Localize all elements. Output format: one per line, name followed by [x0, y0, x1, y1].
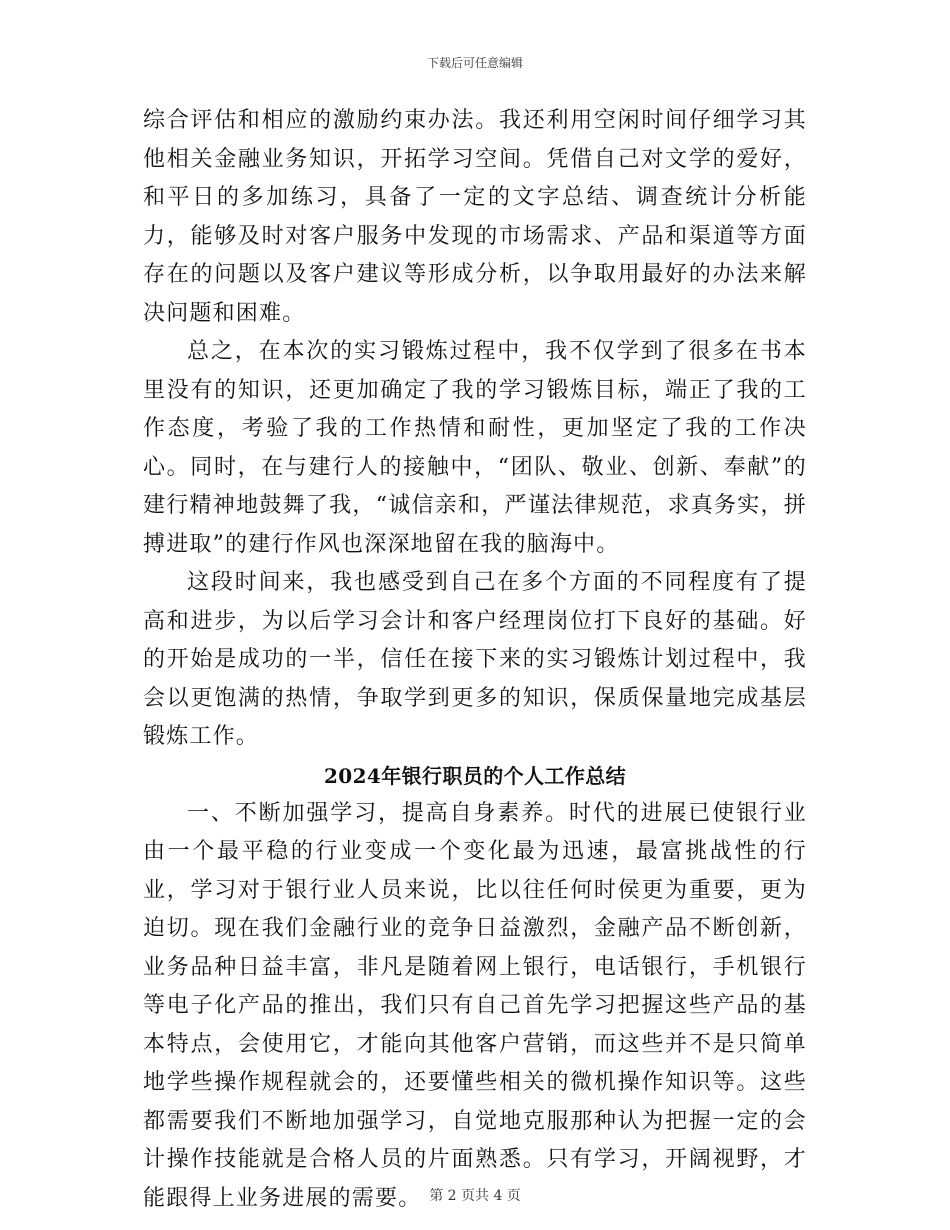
- paragraph-continued: 综合评估和相应的激励约束办法。我还利用空闲时间仔细学习其他相关金融业务知识，开拓学习空间。凭借自己对文学的爱好，和平日的多加练习，具备了一定的文字总结、调查统计分析能力，能够及时对客户服务中发现的市场需求、产品和渠道等方面存在的问题以及客户建议等形成分析，以争取用最好的办法来解决问题和困难。: [143, 108, 807, 326]
- paragraph-summary: 总之，在本次的实习锻炼过程中，我不仅学到了很多在书本里没有的知识，还更加确定了我的学习锻炼目标，端正了我的工作态度，考验了我的工作热情和耐性，更加坚定了我的工作决心。同时，在与建行人的接触中，“团队、敬业、创新、奉献”的建行精神地鼓舞了我，“诚信亲和，严谨法律规范，求真务实，拼搏进取”的建行作风也深深地留在我的脑海中。: [143, 339, 807, 557]
- paragraph-learning: 一、不断加强学习，提高自身素养。时代的进展已使银行业由一个最平稳的行业变成一个变化最为迅速，最富挑战性的行业，学习对于银行业人员来说，比以往任何时侯更为重要，更为迫切。现在我们金融行业的竞争日益激烈，金融产品不断创新，业务品种日益丰富，非凡是随着网上银行，电话银行，手机银行等电子化产品的推出，我们只有自己首先学习把握这些产品的基本特点，会使用它，才能向其他客户营销，而这些并不是只简单地学些操作规程就会的，还要懂些相关的微机操作知识等。这些都需要我们不断地加强学习，自觉地克服那种认为把握一定的会计操作技能就是合格人员的片面熟悉。只有学习，开阔视野，才能跟得上业务进展的需要。: [143, 800, 807, 1211]
- page-footer: 第 2 页共 4 页: [429, 1188, 521, 1204]
- section-title: 2024年银行职员的个人工作总结: [323, 763, 627, 788]
- document-body: [143, 102, 807, 1218]
- paragraph-progress: 这段时间来，我也感受到自己在多个方面的不同程度有了提高和进步，为以后学习会计和客户经理岗位打下良好的基础。好的开始是成功的一半，信任在接下来的实习锻炼计划过程中，我会以更饱满的热情，争取学到更多的知识，保质保量地完成基层锻炼工作。: [143, 570, 807, 749]
- page-header: 下载后可任意编辑: [426, 56, 523, 70]
